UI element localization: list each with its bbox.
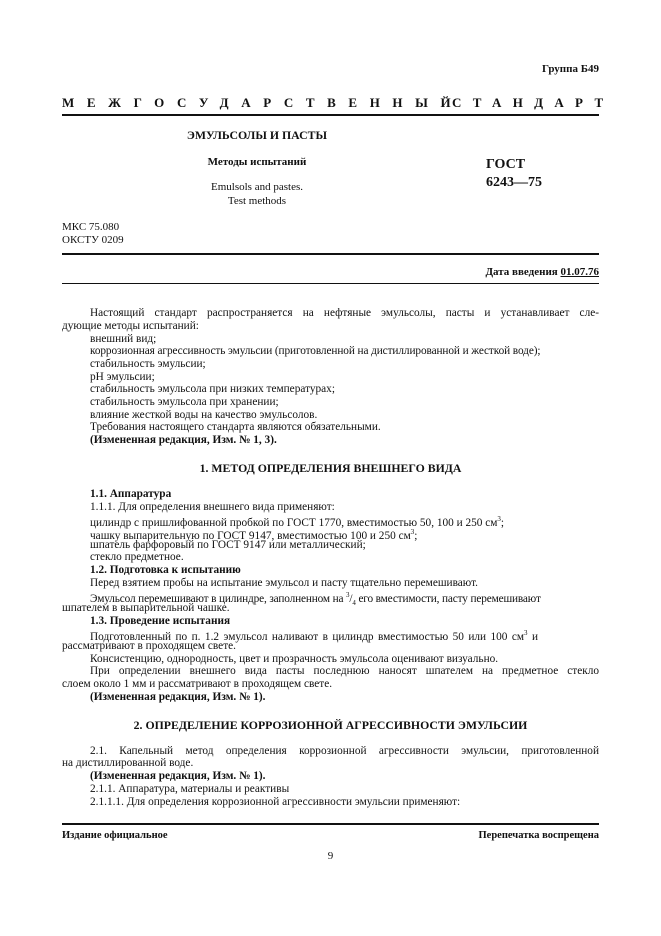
s211-text: 2.1.1. Аппаратура, материалы и реактивы (90, 783, 290, 795)
s13-p1-text: Подготовленный по п. 1.2 эмульсол наливают в цилиндр вместимостью 50 или 100 см (90, 630, 525, 643)
cylinder-sup: 3 (497, 515, 501, 523)
cup-text: чашку выпарительную по ГОСТ 9147, вместимостью 100 и 250 см (90, 529, 411, 542)
intro-amendment: (Измененная редакция, Изм. № 1, 3). (90, 434, 277, 446)
page-number: 9 (327, 850, 334, 862)
intro-date (485, 266, 599, 278)
spatula-item: шпатель фарфоровый по ГОСТ 9147 или металлический; (90, 539, 366, 551)
intro-item-1: внешний вид; (90, 333, 157, 345)
doc-subtitle: Методы испытаний (207, 156, 307, 168)
banner-right: СТАНДАРТ (452, 95, 615, 110)
intro-item-7: влияние жесткой воды на качество эмульсолов. (90, 409, 318, 421)
fraction-den: 4 (352, 599, 356, 608)
s21-p-a: 2.1. Капельный метод определения коррозионной агрессивности эмульсии, приготовленной (90, 745, 599, 757)
doc-title-en-1: Emulsols and pastes. (211, 181, 303, 193)
s12-title: 1.2. Подготовка к испытанию (90, 564, 241, 576)
s12-p1: Перед взятием пробы на испытание эмульсол и пасту тщательно перемешивают. (90, 577, 478, 589)
intro-item-5: стабильность эмульсола при низких температурах; (90, 383, 335, 395)
group-code: Группа Б49 (542, 63, 599, 75)
s111-text: 1.1.1. Для определения внешнего вида применяют: (90, 501, 335, 513)
intro-p1b: дующие методы испытаний: (62, 320, 199, 332)
fraction-num: 3 (346, 591, 350, 599)
glass-item: стекло предметное. (90, 551, 184, 563)
mks-code: МКС 75.080 (62, 221, 120, 233)
intro-item-6: стабильность эмульсола при хранении; (90, 396, 279, 408)
intro-item-2: коррозионная агрессивность эмульсии (приготовленной на дистиллированной и жесткой воде); (90, 345, 541, 357)
intro-item-3: стабильность эмульсии; (90, 358, 206, 370)
cup-sup: 3 (410, 528, 415, 536)
footer-rule (62, 823, 599, 825)
okstu-code: ОКСТУ 0209 (62, 234, 124, 246)
s13-sup: 3 (524, 629, 528, 637)
s13-p3a: При определении внешнего вида пасты последнюю наносят шпателем на предметное стекло (90, 665, 599, 677)
s11-title: 1.1. Аппаратура (90, 488, 172, 500)
s21-p-b: на дистиллированной воде. (62, 757, 194, 769)
date-rule (62, 283, 599, 284)
s13-p1c: рассматривают в проходящем свете. (62, 640, 236, 652)
banner-left: МЕЖГОСУДАРСТВЕННЫЙ (62, 95, 464, 110)
s13-p2: Консистенцию, однородность, цвет и прозрачность эмульсола оценивают визуально. (90, 653, 499, 665)
intro-item-4: pH эмульсии; (90, 371, 155, 383)
s13-p3b: слоем около 1 мм и рассматривают в проходящем свете. (62, 678, 333, 690)
s13-p1-end: и (527, 630, 538, 643)
footer-official: Издание официальное (62, 830, 168, 841)
s1-amendment: (Измененная редакция, Изм. № 1). (90, 691, 266, 703)
footer-reprint: Перепечатка воспрещена (478, 830, 599, 841)
cylinder-text: цилиндр с пришлифованной пробкой по ГОСТ 1770, вместимостью 50, 100 и 250 см (90, 516, 498, 529)
intro-p1a: Настоящий стандарт распространяется на нефтяные эмульсолы, пасты и устанавливает сле- (90, 307, 599, 319)
cup-end: ; (414, 529, 418, 542)
title-rule (62, 253, 599, 255)
s12-p2c: шпателем в выпарительной чашке. (62, 602, 230, 614)
fraction-slash: / (349, 592, 353, 605)
intro-date-label: Дата введения (485, 266, 558, 278)
s13-title: 1.3. Проведение испытания (90, 615, 231, 627)
s2111-text: 2.1.1.1. Для определения коррозионной агрессивности эмульсии применяют: (90, 796, 461, 808)
intro-date-value: 01.07.76 (560, 266, 599, 278)
s12-p2-start: Эмульсол перемешивают в цилиндре, заполненном на (90, 592, 347, 605)
section1-title: 1. МЕТОД ОПРЕДЕЛЕНИЯ ВНЕШНЕГО ВИДА (199, 461, 462, 475)
cylinder-end: ; (500, 516, 505, 529)
s2-amendment: (Измененная редакция, Изм. № 1). (90, 770, 266, 782)
intro-requirement: Требования настоящего стандарта являются обязательными. (90, 421, 381, 433)
section2-title: 2. ОПРЕДЕЛЕНИЕ КОРРОЗИОННОЙ АГРЕССИВНОСТИ ЭМУЛЬСИИ (133, 718, 528, 732)
doc-title-en-2: Test methods (227, 195, 287, 207)
s12-p2-end: его вместимости, пасту перемешивают (355, 592, 541, 605)
header-rule (62, 114, 599, 116)
doc-title: ЭМУЛЬСОЛЫ И ПАСТЫ (186, 128, 328, 142)
gost-label: ГОСТ (486, 157, 526, 172)
gost-number: 6243—75 (486, 175, 542, 190)
